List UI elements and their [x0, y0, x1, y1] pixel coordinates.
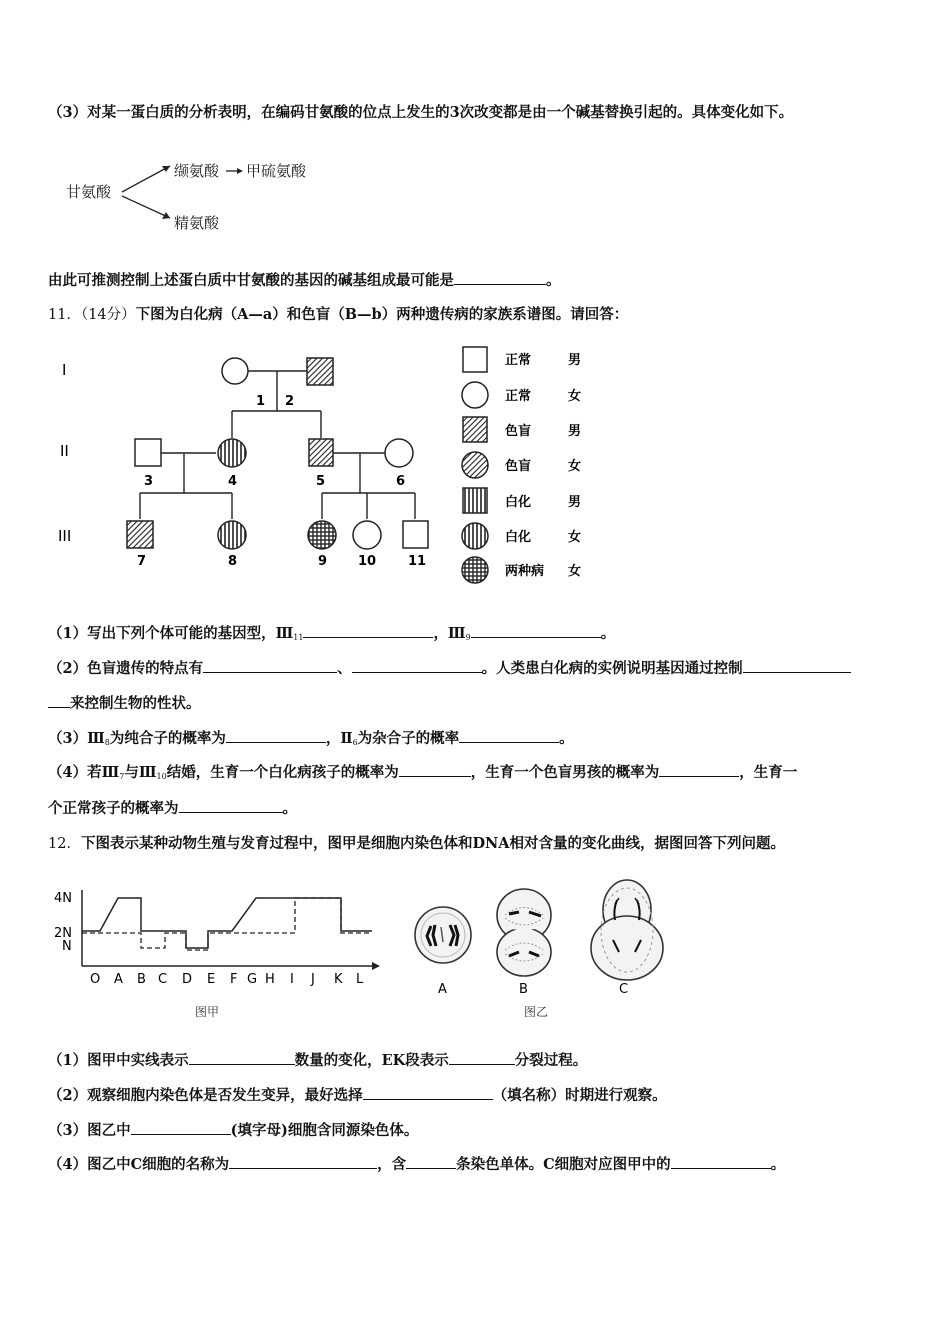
- gen-label-I: I: [62, 361, 67, 379]
- cell-division-figures: [405, 870, 675, 1000]
- individual-II4: [218, 439, 246, 467]
- id-10: 10: [358, 554, 377, 569]
- cell-A: [415, 907, 471, 963]
- answer-blank[interactable]: [48, 693, 70, 708]
- svg-text:色盲: 色盲: [505, 459, 532, 474]
- q10-part3-text: （3）对某一蛋白质的分析表明，在编码甘氨酸的位点上发生的3次改变都是由一个碱基替换引起的。具体变化如下。: [48, 104, 794, 121]
- methionine-label: 甲硫氨酸: [246, 162, 307, 180]
- svg-text:女: 女: [568, 389, 582, 404]
- q10-conclusion: 由此可推测控制上述蛋白质中甘氨酸的基因的碱基组成最可能是 。: [48, 272, 561, 289]
- q11-part3: $(3)Ⅲ_8$为纯合子的概率为 ，$Ⅱ_6$为杂合子的概率 。: [48, 730, 574, 747]
- individual-III8: [218, 521, 246, 549]
- legend-normal-male-icon: [463, 347, 487, 372]
- svg-text:女: 女: [568, 530, 582, 545]
- answer-blank[interactable]: [471, 623, 601, 638]
- individual-I2: [307, 358, 333, 385]
- pedigree-legend: [462, 347, 581, 583]
- answer-blank[interactable]: [743, 658, 851, 673]
- svg-text:K: K: [334, 972, 343, 987]
- individual-III10: [353, 521, 381, 549]
- svg-text:正常: 正常: [505, 353, 532, 368]
- answer-blank[interactable]: [399, 762, 471, 777]
- arrow-down: [122, 196, 170, 218]
- individual-III7: [127, 521, 153, 548]
- dna-solid-line: [82, 898, 372, 948]
- individual-II3: [135, 439, 161, 466]
- gen-label-II: II: [60, 442, 69, 460]
- q11-stem: 11．（14分）下图为白化病（A—a）和色盲（B—b）两种遗传病的家族系谱图。请回答：: [48, 306, 629, 323]
- answer-blank[interactable]: [406, 1154, 456, 1169]
- legend-albino-male-icon: [463, 488, 487, 513]
- id-3: 3: [144, 474, 154, 489]
- answer-blank[interactable]: [179, 798, 283, 813]
- svg-text:H: H: [265, 972, 275, 987]
- cell-label-C: C: [619, 982, 629, 997]
- x-label-O: O: [90, 972, 101, 987]
- individual-II6: [385, 439, 413, 467]
- svg-text:I: I: [290, 972, 294, 987]
- svg-text:J: J: [311, 972, 315, 987]
- svg-text:男: 男: [568, 495, 582, 510]
- legend-colorblind-male-icon: [463, 417, 487, 442]
- glycine-label: 甘氨酸: [66, 183, 112, 201]
- chromosome-dna-graph: [50, 880, 390, 992]
- answer-blank[interactable]: [303, 623, 433, 638]
- individual-II5: [309, 439, 333, 466]
- chromosome-dashed-line: [82, 898, 372, 950]
- q11-part2: （2）色盲遗传的特点有 、 。人类患白化病的实例说明基因通过控制: [48, 658, 851, 679]
- svg-text:D: D: [182, 972, 193, 987]
- answer-blank[interactable]: [659, 762, 739, 777]
- svg-text:白化: 白化: [505, 495, 532, 510]
- answer-blank[interactable]: [229, 1154, 377, 1169]
- arrow-up: [122, 166, 170, 192]
- y-label-2N: 2N: [54, 926, 72, 941]
- y-label-N: N: [62, 939, 72, 954]
- arginine-label: 精氨酸: [174, 214, 220, 232]
- svg-text:F: F: [230, 972, 238, 987]
- q12-part2: （2）观察细胞内染色体是否发生变异，最好选择 （填名称）时期进行观察。: [48, 1087, 667, 1104]
- q12-stem: 12．下图表示某种动物生殖与发育过程中，图甲是细胞内染色体和DNA相对含量的变化曲线，据图回答下列问题。: [48, 835, 786, 852]
- q12-part1: （1）图甲中实线表示 数量的变化，EK段表示 分裂过程。: [48, 1052, 588, 1069]
- x-axis-arrow-icon: [372, 962, 380, 970]
- svg-text:A: A: [114, 972, 123, 987]
- id-4: 4: [228, 474, 238, 489]
- cell-B: [497, 889, 551, 976]
- individual-I1: [222, 358, 248, 384]
- q12-part3: （3）图乙中 (填字母)细胞含同源染色体。: [48, 1122, 419, 1139]
- svg-text:正常: 正常: [505, 389, 532, 404]
- q11-part2-cont: 来控制生物的性状。: [48, 693, 201, 714]
- svg-text:G: G: [247, 972, 258, 987]
- cell-label-B: B: [519, 982, 528, 997]
- id-6: 6: [396, 474, 406, 489]
- svg-text:色盲: 色盲: [505, 424, 532, 439]
- svg-text:C: C: [158, 972, 168, 987]
- id-8: 8: [228, 554, 238, 569]
- answer-blank[interactable]: [671, 1154, 771, 1169]
- individual-III9: [308, 521, 336, 549]
- legend-both-female-icon: [462, 557, 488, 583]
- id-2: 2: [285, 394, 295, 409]
- cell-C: [591, 880, 663, 980]
- answer-blank[interactable]: [226, 728, 326, 743]
- q12-part4: （4）图乙中C细胞的名称为 ，含 条染色单体。C细胞对应图甲中的 。: [48, 1156, 786, 1173]
- answer-blank[interactable]: [189, 1050, 295, 1065]
- answer-blank[interactable]: [449, 1050, 515, 1065]
- id-1: 1: [256, 394, 266, 409]
- answer-blank[interactable]: [454, 270, 546, 285]
- svg-text:男: 男: [568, 353, 582, 368]
- amino-acid-mutation-diagram: [62, 152, 342, 242]
- id-11: 11: [408, 554, 427, 569]
- answer-blank[interactable]: [459, 728, 559, 743]
- id-9: 9: [318, 554, 328, 569]
- legend-colorblind-female-icon: [462, 452, 488, 478]
- answer-blank[interactable]: [131, 1120, 231, 1135]
- y-label-4N: 4N: [54, 891, 72, 906]
- caption-figure-a: 图甲: [195, 1005, 220, 1019]
- svg-text:L: L: [356, 972, 364, 987]
- svg-text:两种病: 两种病: [505, 564, 545, 579]
- legend-albino-female-icon: [462, 523, 488, 549]
- svg-text:女: 女: [568, 459, 582, 474]
- arrowhead-right-icon: [237, 168, 243, 174]
- svg-text:E: E: [207, 972, 216, 987]
- svg-text:女: 女: [568, 564, 582, 579]
- pedigree-chart: [0, 335, 620, 595]
- gen-label-III: III: [58, 527, 72, 545]
- svg-text:男: 男: [568, 424, 582, 439]
- answer-blank[interactable]: [352, 658, 482, 673]
- svg-text:白化: 白化: [505, 530, 532, 545]
- caption-figure-b: 图乙: [524, 1005, 549, 1019]
- individual-III11: [403, 521, 428, 548]
- q11-part4-cont: 个正常孩子的概率为 。: [48, 800, 297, 817]
- id-5: 5: [316, 474, 326, 489]
- answer-blank[interactable]: [203, 658, 337, 673]
- valine-label: 缬氨酸: [174, 162, 220, 180]
- answer-blank[interactable]: [363, 1085, 493, 1100]
- q11-part4: （4）若$Ⅲ_7$与$Ⅲ_{10}$结婚，生育一个白化病孩子的概率为 ，生育一个色盲男孩的概率为 ，生育一: [48, 764, 798, 781]
- legend-normal-female-icon: [462, 382, 488, 408]
- id-7: 7: [137, 554, 147, 569]
- svg-text:B: B: [137, 972, 146, 987]
- cell-label-A: A: [438, 982, 447, 997]
- q11-part1: （1）写出下列个体可能的基因型，$Ⅲ_{11}$ ，$Ⅲ_9$ 。: [48, 625, 616, 642]
